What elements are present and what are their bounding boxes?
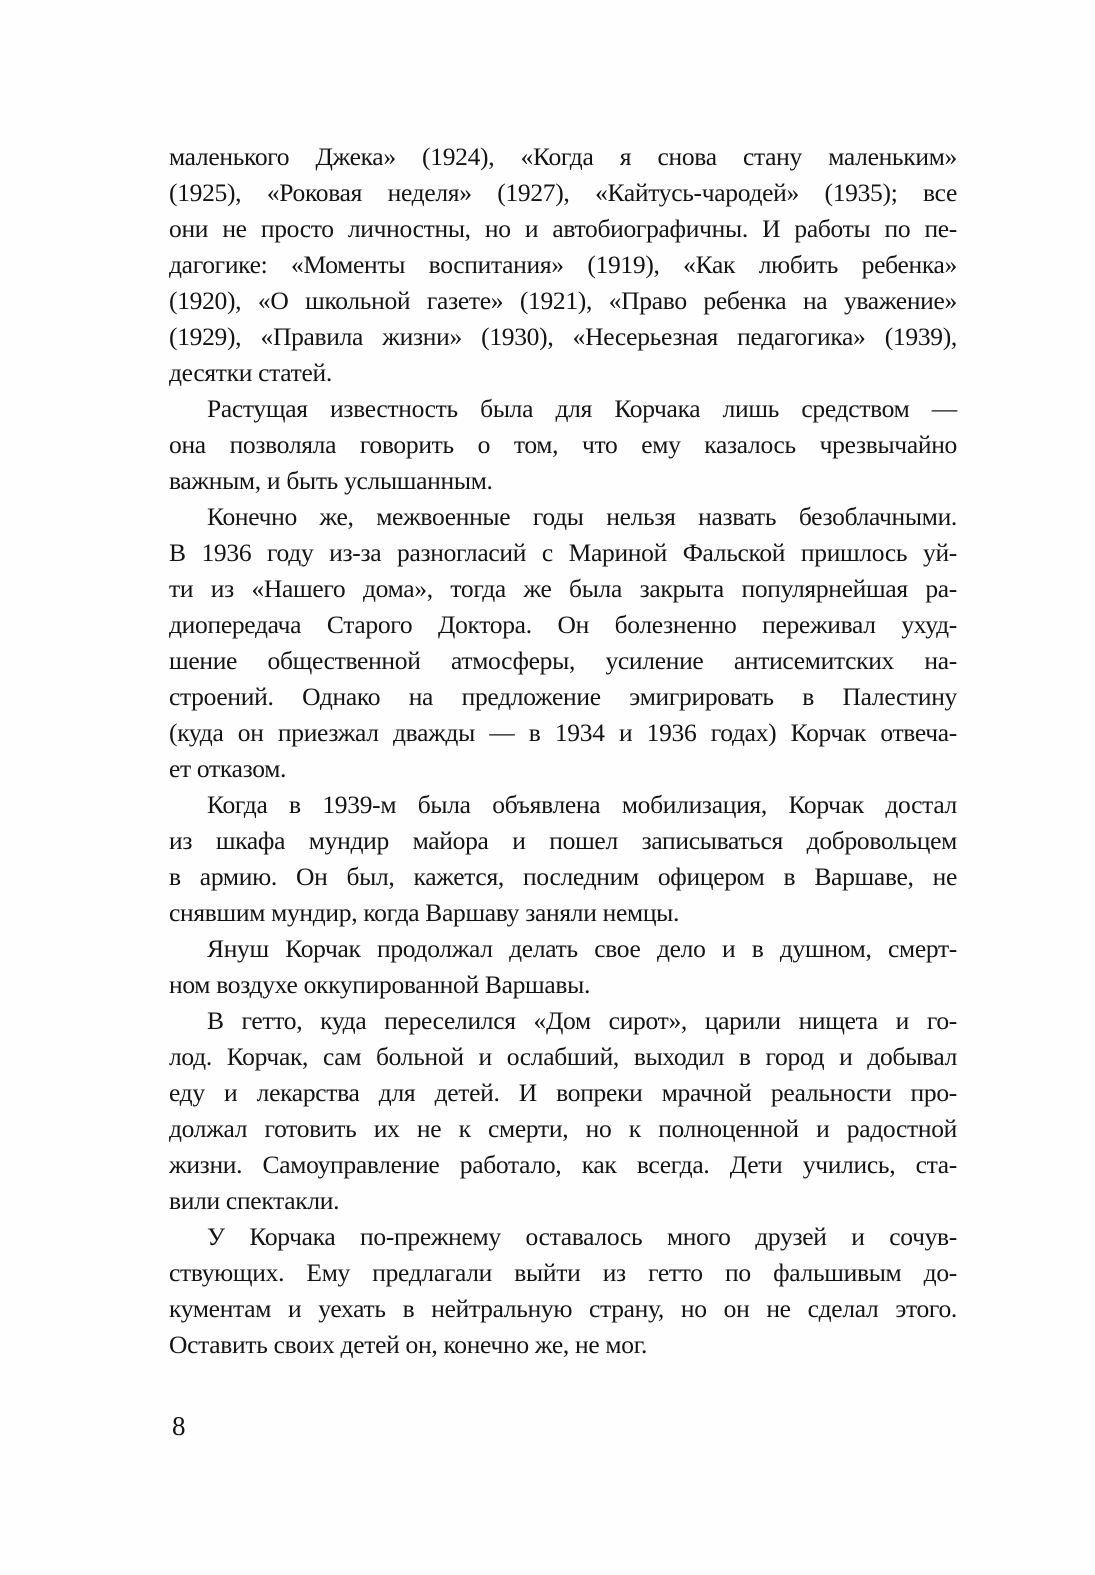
page-number: 8 — [172, 1411, 186, 1441]
text-line: шение общественной атмосферы, усиление антисемитских на- — [169, 646, 957, 675]
text-line: маленького Джека» (1924), «Когда я снова стану маленьким» — [169, 142, 957, 171]
text-line: кументам и уехать в нейтральную страну, но он не сделал этого. — [169, 1294, 957, 1323]
text-line: Оставить своих детей он, конечно же, не мог. — [169, 1330, 648, 1359]
text-line: ствующих. Ему предлагали выйти из гетто по фальшивым до- — [169, 1258, 957, 1287]
text-line: Януш Корчак продолжал делать свое дело и в душном, смерт- — [207, 934, 957, 963]
text-line: они не просто личностны, но и автобиографичны. И работы по пе- — [169, 214, 957, 243]
text-line: Конечно же, межвоенные годы нельзя назвать безоблачными. — [207, 502, 957, 531]
text-line: Растущая известность была для Корчака лишь средством — — [207, 394, 957, 423]
paragraph — [169, 391, 957, 499]
text-line: из шкафа мундир майора и пошел записываться добровольцем — [169, 826, 957, 855]
text-line: (1925), «Роковая неделя» (1927), «Кайтусь-чародей» (1935); все — [169, 178, 957, 207]
text-line: должал готовить их не к смерти, но к полноценной и радостной — [169, 1114, 957, 1143]
text-line: еду и лекарства для детей. И вопреки мрачной реальности про- — [169, 1078, 957, 1107]
text-line: она позволяла говорить о том, что ему казалось чрезвычайно — [169, 430, 957, 459]
text-line: дагогике: «Моменты воспитания» (1919), «Как любить ребенка» — [169, 250, 957, 279]
paragraph — [169, 499, 957, 787]
paragraph — [169, 787, 957, 931]
text-line: (1920), «О школьной газете» (1921), «Право ребенка на уважение» — [169, 286, 957, 315]
text-line: лод. Корчак, сам больной и ослабший, выходил в город и добывал — [169, 1042, 957, 1071]
text-block — [169, 139, 957, 1363]
text-line: У Корчака по-прежнему оставалось много друзей и сочув- — [207, 1222, 957, 1251]
paragraph — [169, 931, 957, 1003]
paragraph — [169, 1003, 957, 1219]
text-line: ном воздухе оккупированной Варшавы. — [169, 970, 591, 999]
text-line: диопередача Старого Доктора. Он болезненно переживал ухуд- — [169, 610, 957, 639]
text-line: важным, и быть услышанным. — [169, 466, 493, 495]
text-line: строений. Однако на предложение эмигрировать в Палестину — [169, 682, 957, 711]
text-line: десятки статей. — [169, 358, 332, 387]
text-line: ти из «Нашего дома», тогда же была закрыта популярнейшая ра- — [169, 574, 957, 603]
text-line: ет отказом. — [169, 754, 287, 783]
text-line: (1929), «Правила жизни» (1930), «Несерьезная педагогика» (1939), — [169, 322, 957, 351]
paragraph — [169, 139, 957, 391]
text-line: В гетто, куда переселился «Дом сирот», царили нищета и го- — [207, 1006, 957, 1035]
text-line: снявшим мундир, когда Варшаву заняли немцы. — [169, 898, 680, 927]
text-line: вили спектакли. — [169, 1186, 340, 1215]
text-line: (куда он приезжал дважды — в 1934 и 1936 годах) Корчак отвеча- — [169, 718, 957, 747]
text-line: Когда в 1939-м была объявлена мобилизация, Корчак достал — [207, 790, 957, 819]
text-line: В 1936 году из-за разногласий с Мариной Фальской пришлось уй- — [169, 538, 957, 567]
text-line: жизни. Самоуправление работало, как всегда. Дети учились, ста- — [169, 1150, 957, 1179]
paragraph — [169, 1219, 957, 1363]
text-line: в армию. Он был, кажется, последним офицером в Варшаве, не — [169, 862, 957, 891]
